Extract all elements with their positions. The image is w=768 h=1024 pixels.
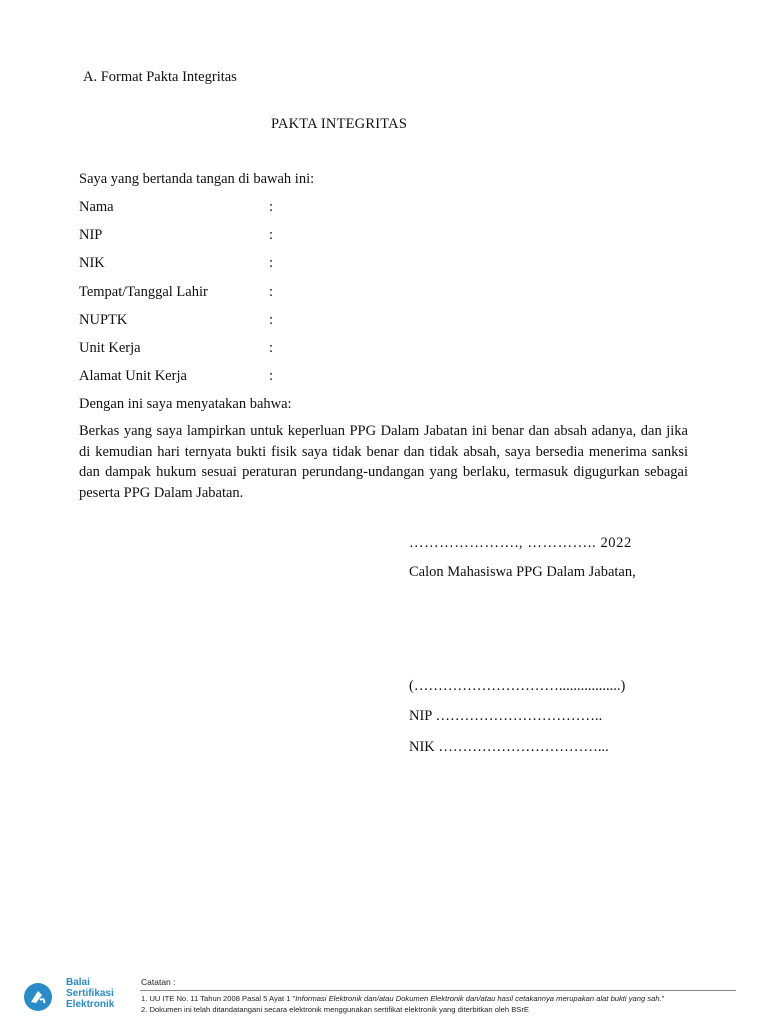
field-label-unit-kerja: Unit Kerja [79,340,141,356]
signer-nip-line: NIP …………………………….. [409,708,603,724]
field-colon: : [269,227,274,243]
signer-name-line: (………………………….................) [409,678,626,694]
field-label-tempat-tanggal-lahir: Tempat/Tanggal Lahir [79,284,208,300]
signer-nik-line: NIK ……………………………... [409,739,609,755]
field-colon: : [269,312,274,328]
logo-line: Balai [66,977,90,988]
section-title: A. Format Pakta Integritas [83,69,237,85]
field-label-nama: Nama [79,199,114,215]
place-date-line: …………………., ………….. 2022 [409,535,632,551]
signer-role: Calon Mahasiswa PPG Dalam Jabatan, [409,564,636,580]
footer-note-1 [141,994,664,1003]
field-label-nuptk: NUPTK [79,312,128,328]
intro-text: Saya yang bertanda tangan di bawah ini: [79,171,315,187]
field-colon: : [269,284,274,300]
field-colon: : [269,199,274,215]
logo-line: Sertifikasi [66,988,114,999]
declaration-paragraph: Berkas yang saya lampirkan untuk keperluan PPG Dalam Jabatan ini benar dan absah adanya, dan jika di kemudian hari ternyata bukti fisik saya tidak benar dan tidak absah, saya bersedia menerima sanksi dan dampak hukum sesuai peraturan perundang-undangan yang berlaku, termasuk digugurkan sebagai peserta PPG Dalam Jabatan. [79,423,688,501]
note1-quote: Informasi Elektronik dan/atau Dokumen Elektronik dan/atau hasil cetakannya merupakan alat bukti yang sah. [295,994,662,1003]
statement-text: Dengan ini saya menyatakan bahwa: [79,396,292,412]
footer-note-2: 2. Dokumen ini telah ditandatangani secara elektronik menggunakan sertifikat elektronik yang diterbitkan oleh BSrE [141,1005,529,1014]
bsre-logo-text [66,977,114,1010]
field-colon: : [269,255,274,271]
field-label-alamat-unit-kerja: Alamat Unit Kerja [79,368,187,384]
document-title: PAKTA INTEGRITAS [271,116,408,132]
logo-line: Elektronik [66,999,115,1010]
catatan-label: Catatan : [141,977,176,987]
footer-divider [140,990,736,991]
field-label-nip: NIP [79,227,103,243]
bsre-logo-icon [23,982,53,1012]
field-label-nik: NIK [79,255,105,271]
field-colon: : [269,340,274,356]
field-colon: : [269,368,274,384]
note1-suffix: " [661,994,665,1003]
note1-prefix: 1. UU ITE No. 11 Tahun 2008 Pasal 5 Ayat 1 " [141,994,296,1003]
